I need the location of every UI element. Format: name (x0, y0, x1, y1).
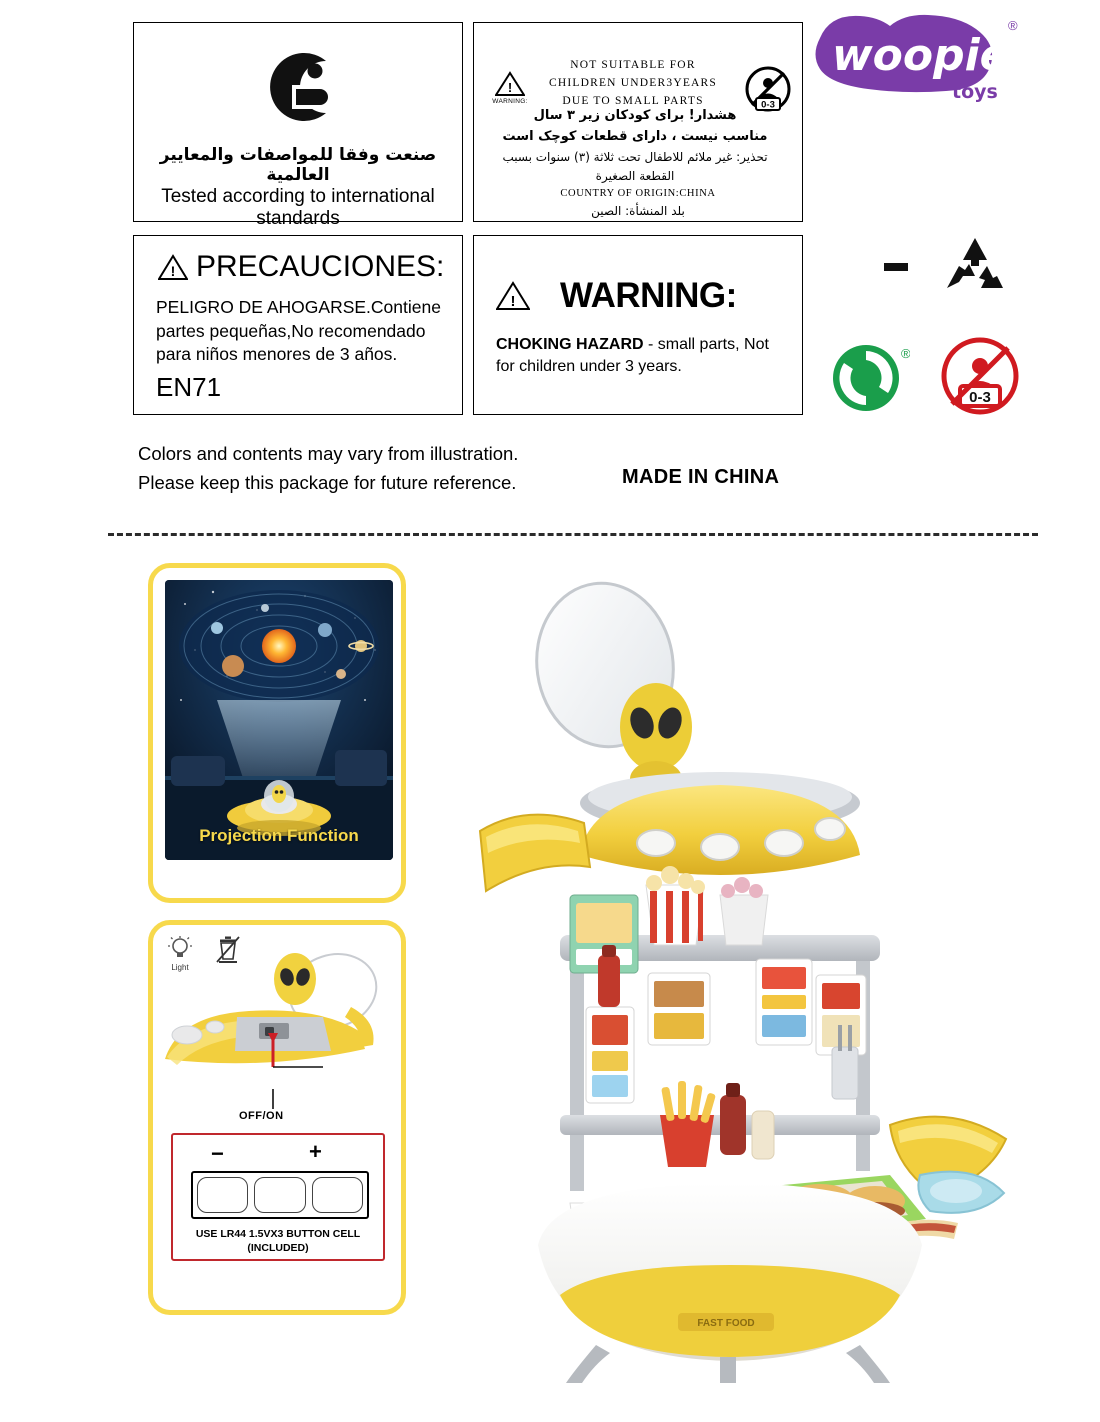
svg-text:FAST FOOD: FAST FOOD (697, 1318, 755, 1329)
precauciones-title: PRECAUCIONES: (196, 250, 445, 283)
precauciones-standard: EN71 (156, 372, 222, 402)
svg-text:!: ! (170, 262, 176, 279)
polarity-plus: + (309, 1139, 322, 1164)
projection-caption: Projection Function (199, 826, 359, 845)
fries (660, 1081, 716, 1167)
product-render (420, 555, 1040, 1385)
note-line-1: Colors and contents may vary from illustration. (138, 443, 519, 464)
polarity-minus: − (211, 1141, 224, 1166)
battery-cell (312, 1177, 363, 1213)
svg-text:toys: toys (952, 81, 998, 103)
battery-instruction-card (148, 920, 406, 1315)
not-suitable-arabic-2: مناسب نیست ، دارای قطعات کوچک است (502, 129, 768, 144)
safety-information-panel (0, 0, 1100, 520)
precauciones-title-row (158, 250, 444, 284)
switch-location-illustration (155, 939, 405, 1129)
heading-line-3: DUE TO SMALL PARTS (562, 94, 704, 107)
light-icon-label: Light (171, 963, 189, 972)
standards-english-text: Tested according to international standards (161, 186, 435, 229)
green-dot-mark (828, 336, 910, 423)
switch-label: OFF/ON (239, 1110, 284, 1122)
not-suitable-arabic-4: القطعة الصغيرة (595, 169, 675, 183)
warning-triangle-icon (488, 71, 532, 105)
warning-body (496, 334, 792, 377)
country-of-origin-arabic: بلد المنشأة: الصين (591, 204, 685, 218)
warning-body-rest: - small parts, Not for children under 3 years. (496, 336, 769, 375)
age-0-3-mark (940, 336, 1020, 421)
not-suitable-arabic-3: تحذير: غير ملائم للاطفال تحت ثلاثة (٣) سنوات بسبب (502, 150, 768, 164)
recycle-mobius-mark (935, 232, 1015, 309)
battery-compartment-diagram (171, 1133, 385, 1261)
svg-text:woopie!: woopie! (832, 30, 1022, 81)
battery-cell (197, 1177, 248, 1213)
package-notes (138, 440, 518, 497)
product-illustration-panel (0, 545, 1100, 1422)
note-line-2: Please keep this package for future reference. (138, 471, 517, 493)
battery-cells (191, 1171, 369, 1219)
battery-note-line-2: (INCLUDED) (247, 1242, 309, 1255)
svg-text:0-3: 0-3 (761, 99, 775, 111)
warning-title: WARNING: (560, 276, 737, 315)
made-in-china-label: MADE IN CHINA (622, 466, 780, 488)
not-suitable-arabic-1: هشدار! برای کودکان زیر ۳ سال (533, 108, 737, 123)
standards-arabic-text: صنعت وفقا للمواصفات والمعايير العالمية (159, 145, 437, 185)
ce-mark (822, 238, 917, 305)
projection-feature-card (148, 563, 406, 903)
crescent-c-certification-icon (252, 41, 344, 138)
popcorn-items (646, 866, 768, 945)
not-suitable-heading (538, 57, 728, 110)
warning-body-bold: CHOKING HAZARD (496, 336, 644, 353)
svg-text:0-3: 0-3 (969, 389, 991, 406)
svg-text:®: ® (1008, 18, 1018, 33)
warning-triangle-icon (158, 254, 188, 281)
warning-box (473, 235, 803, 415)
warning-title-row (496, 276, 737, 316)
woopie-brand-logo (812, 8, 1022, 113)
country-of-origin: COUNTRY OF ORIGIN:CHINA (560, 188, 716, 199)
svg-text:®: ® (901, 346, 910, 361)
standards-box (133, 22, 463, 229)
warning-label: WARNING: (492, 98, 528, 105)
svg-text:!: ! (510, 293, 516, 310)
heading-line-1: NOT SUITABLE FOR (570, 59, 696, 71)
not-suitable-box (473, 22, 803, 222)
dashed-divider (108, 533, 1038, 536)
battery-note (173, 1227, 383, 1255)
warning-triangle-icon (496, 281, 530, 311)
precauciones-box (133, 235, 463, 415)
heading-line-2: CHILDREN UNDER3YEARS (548, 76, 718, 89)
projection-photo (165, 580, 393, 860)
precauciones-body: PELIGRO DE AHOGARSE.Contiene partes pequeñas,No recomendado para niños menores de 3 años. (156, 297, 441, 365)
battery-cell (254, 1177, 305, 1213)
svg-text:!: ! (507, 80, 513, 95)
battery-note-line-1: USE LR44 1.5VX3 BUTTON CELL (195, 1228, 361, 1240)
